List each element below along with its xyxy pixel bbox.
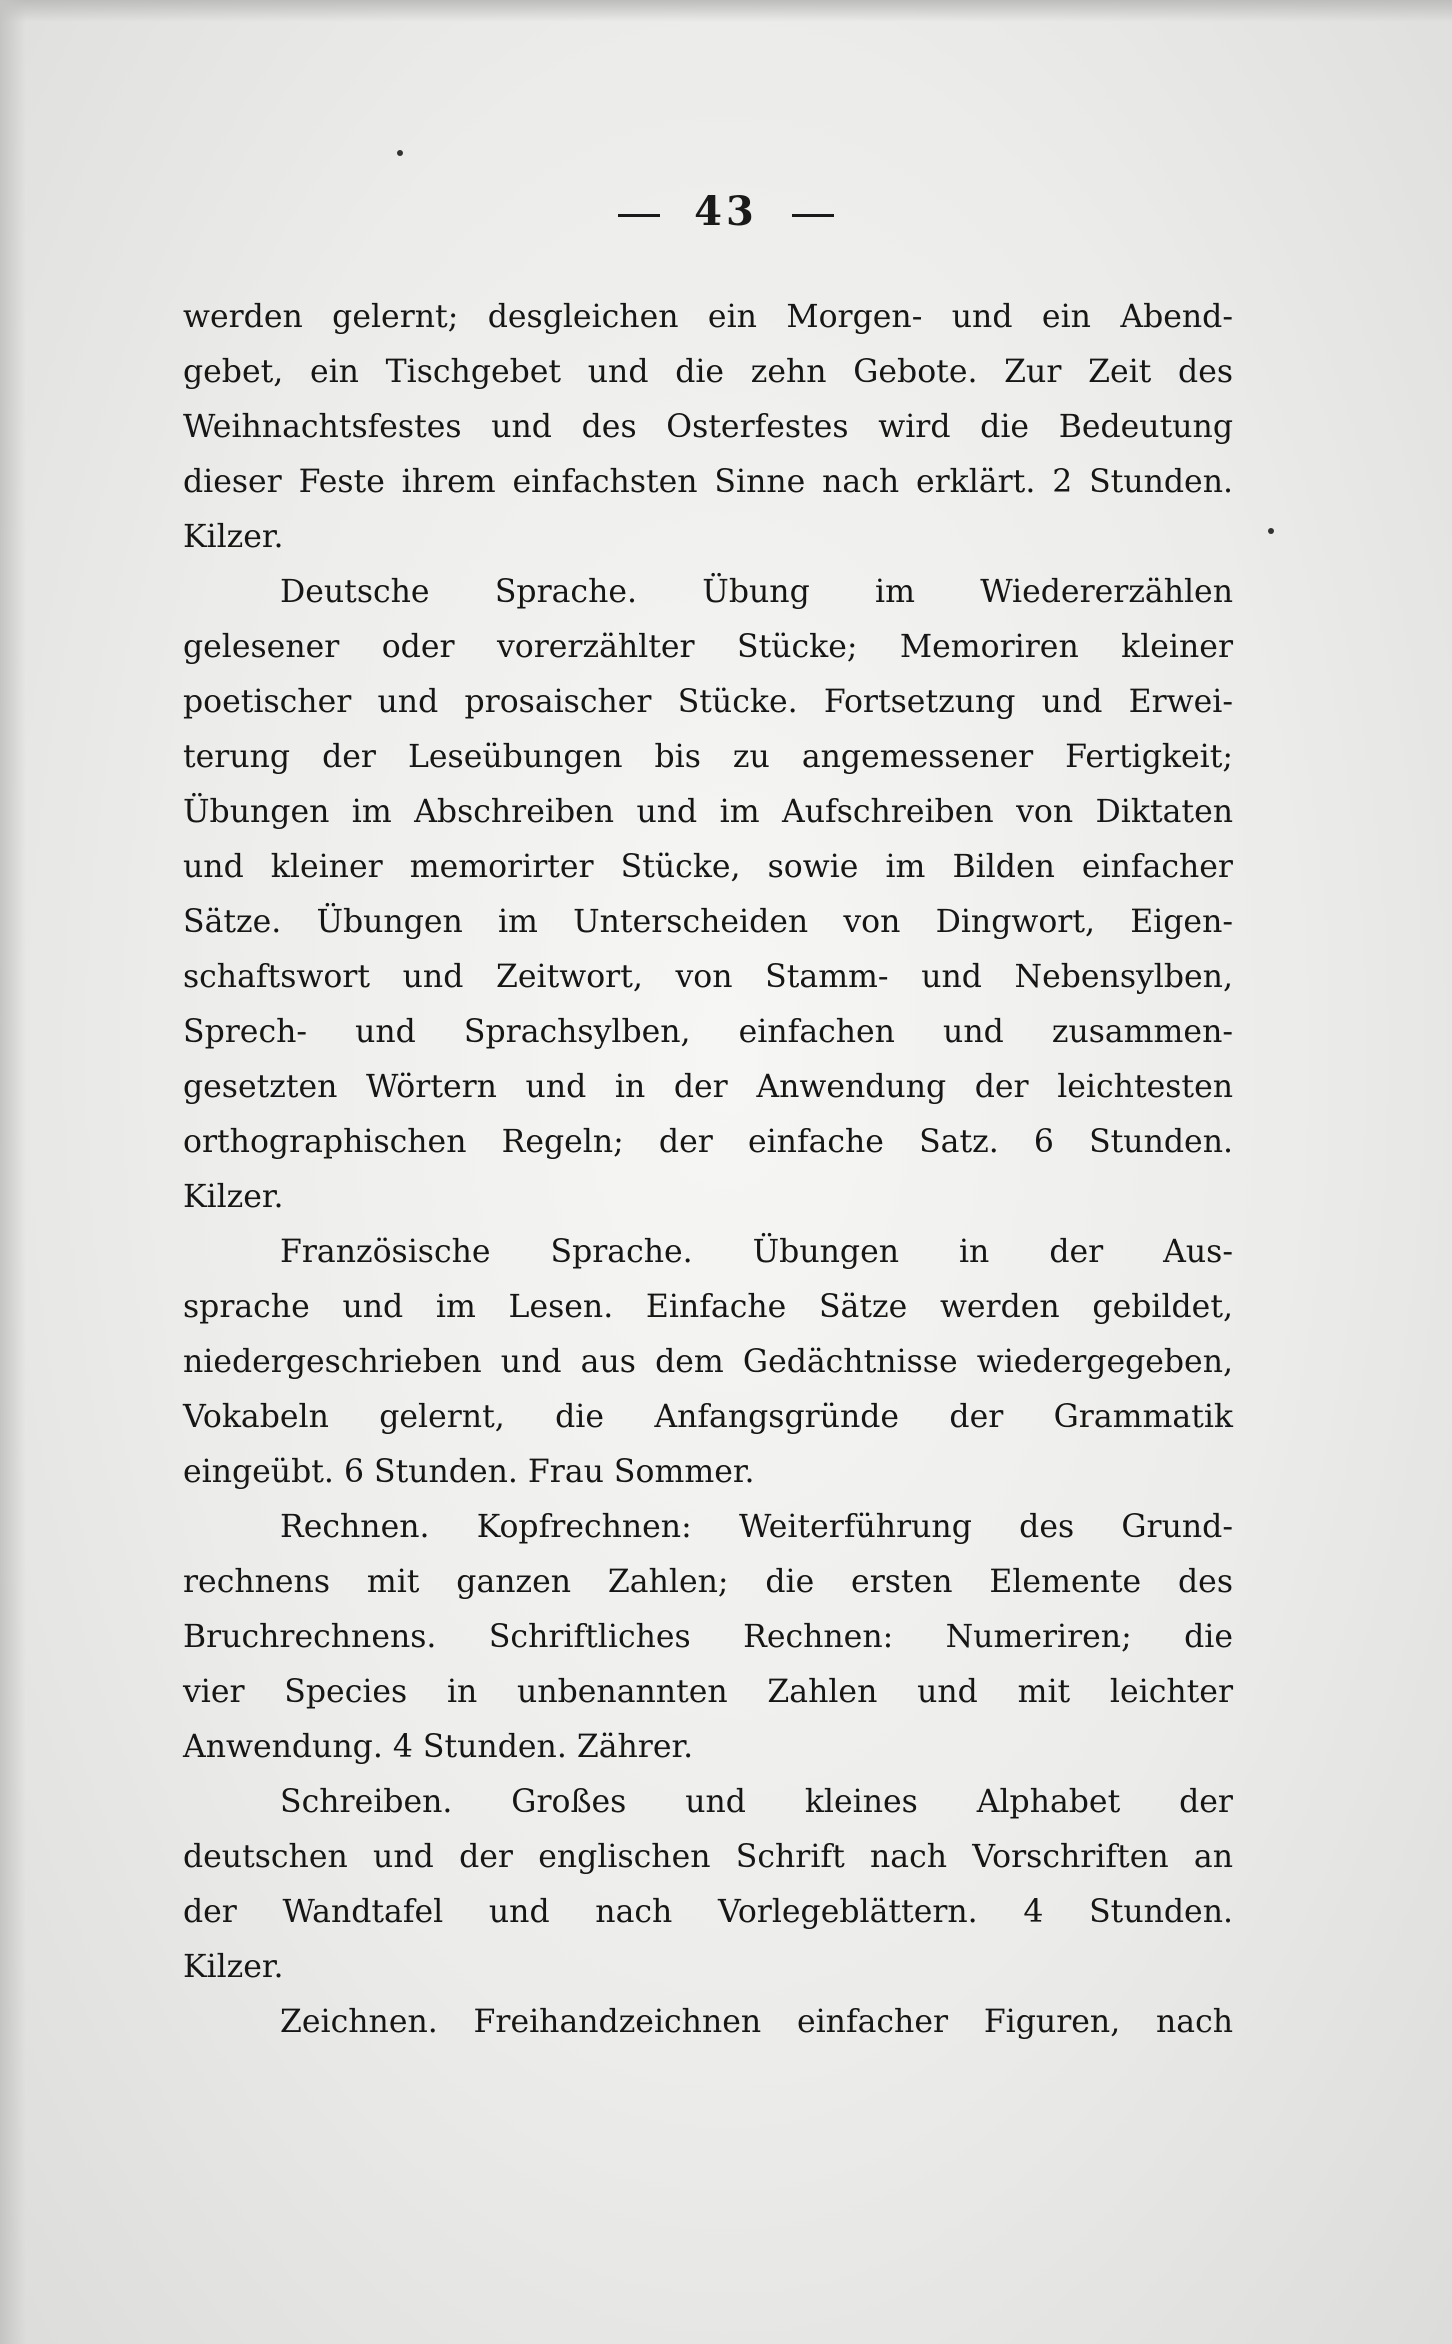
text-line: der Wandtafel und nach Vorlegeblättern. 4 Stunden. [183, 1894, 1233, 1930]
text-line: gesetzten Wörtern und in der Anwendung der leichtesten [183, 1069, 1233, 1105]
text-line: Rechnen. Kopfrechnen: Weiterführung des Grund- [280, 1509, 1233, 1545]
text-line: Übungen im Abschreiben und im Aufschreiben von Diktaten [183, 794, 1233, 830]
header-dash-right [792, 214, 834, 217]
text-line: eingeübt. 6 Stunden. Frau Sommer. [183, 1454, 755, 1490]
text-line: terung der Leseübungen bis zu angemessener Fertigkeit; [183, 739, 1233, 775]
page-edge-top [0, 0, 1452, 22]
text-line: Kilzer. [183, 1949, 284, 1985]
text-line: Sprech- und Sprachsylben, einfachen und zusammen- [183, 1014, 1233, 1050]
text-line: Kilzer. [183, 1179, 284, 1215]
text-line: Bruchrechnens. Schriftliches Rechnen: Numeriren; die [183, 1619, 1233, 1655]
text-line: niedergeschrieben und aus dem Gedächtnisse wiedergegeben, [183, 1344, 1233, 1380]
text-line: Anwendung. 4 Stunden. Zährer. [183, 1729, 694, 1765]
text-line: poetischer und prosaischer Stücke. Fortsetzung und Erwei- [183, 684, 1233, 720]
text-line: rechnens mit ganzen Zahlen; die ersten Elemente des [183, 1564, 1233, 1600]
text-line: Französische Sprache. Übungen in der Aus- [280, 1234, 1233, 1270]
text-line: gelesener oder vorerzählter Stücke; Memoriren kleiner [183, 629, 1233, 665]
ink-speck [1268, 528, 1274, 534]
body-text [183, 290, 1233, 2050]
text-line: Kilzer. [183, 519, 284, 555]
text-line: schaftswort und Zeitwort, von Stamm- und Nebensylben, [183, 959, 1233, 995]
text-line: deutschen und der englischen Schrift nach Vorschriften an [183, 1839, 1233, 1875]
text-line: werden gelernt; desgleichen ein Morgen- und ein Abend- [183, 299, 1233, 335]
text-line: Schreiben. Großes und kleines Alphabet der [280, 1784, 1233, 1820]
text-line: Weihnachtsfestes und des Osterfestes wird die Bedeutung [183, 409, 1233, 445]
text-line: Deutsche Sprache. Übung im Wiedererzählen [280, 574, 1233, 610]
page-number: 43 [694, 188, 758, 235]
text-line: vier Species in unbenannten Zahlen und mit leichter [183, 1674, 1233, 1710]
text-line: und kleiner memorirter Stücke, sowie im Bilden einfacher [183, 849, 1233, 885]
header-dash-left [618, 214, 660, 217]
text-line: Zeichnen. Freihandzeichnen einfacher Figuren, nach [280, 2004, 1233, 2040]
text-line: dieser Feste ihrem einfachsten Sinne nach erklärt. 2 Stunden. [183, 464, 1233, 500]
text-line: orthographischen Regeln; der einfache Satz. 6 Stunden. [183, 1124, 1233, 1160]
text-line: sprache und im Lesen. Einfache Sätze werden gebildet, [183, 1289, 1233, 1325]
page-header [0, 188, 1452, 235]
text-line: Vokabeln gelernt, die Anfangsgründe der Grammatik [183, 1399, 1233, 1435]
page-edge-left [0, 0, 26, 2344]
text-line: Sätze. Übungen im Unterscheiden von Dingwort, Eigen- [183, 904, 1233, 940]
ink-speck [397, 150, 403, 156]
text-line: gebet, ein Tischgebet und die zehn Gebote. Zur Zeit des [183, 354, 1233, 390]
